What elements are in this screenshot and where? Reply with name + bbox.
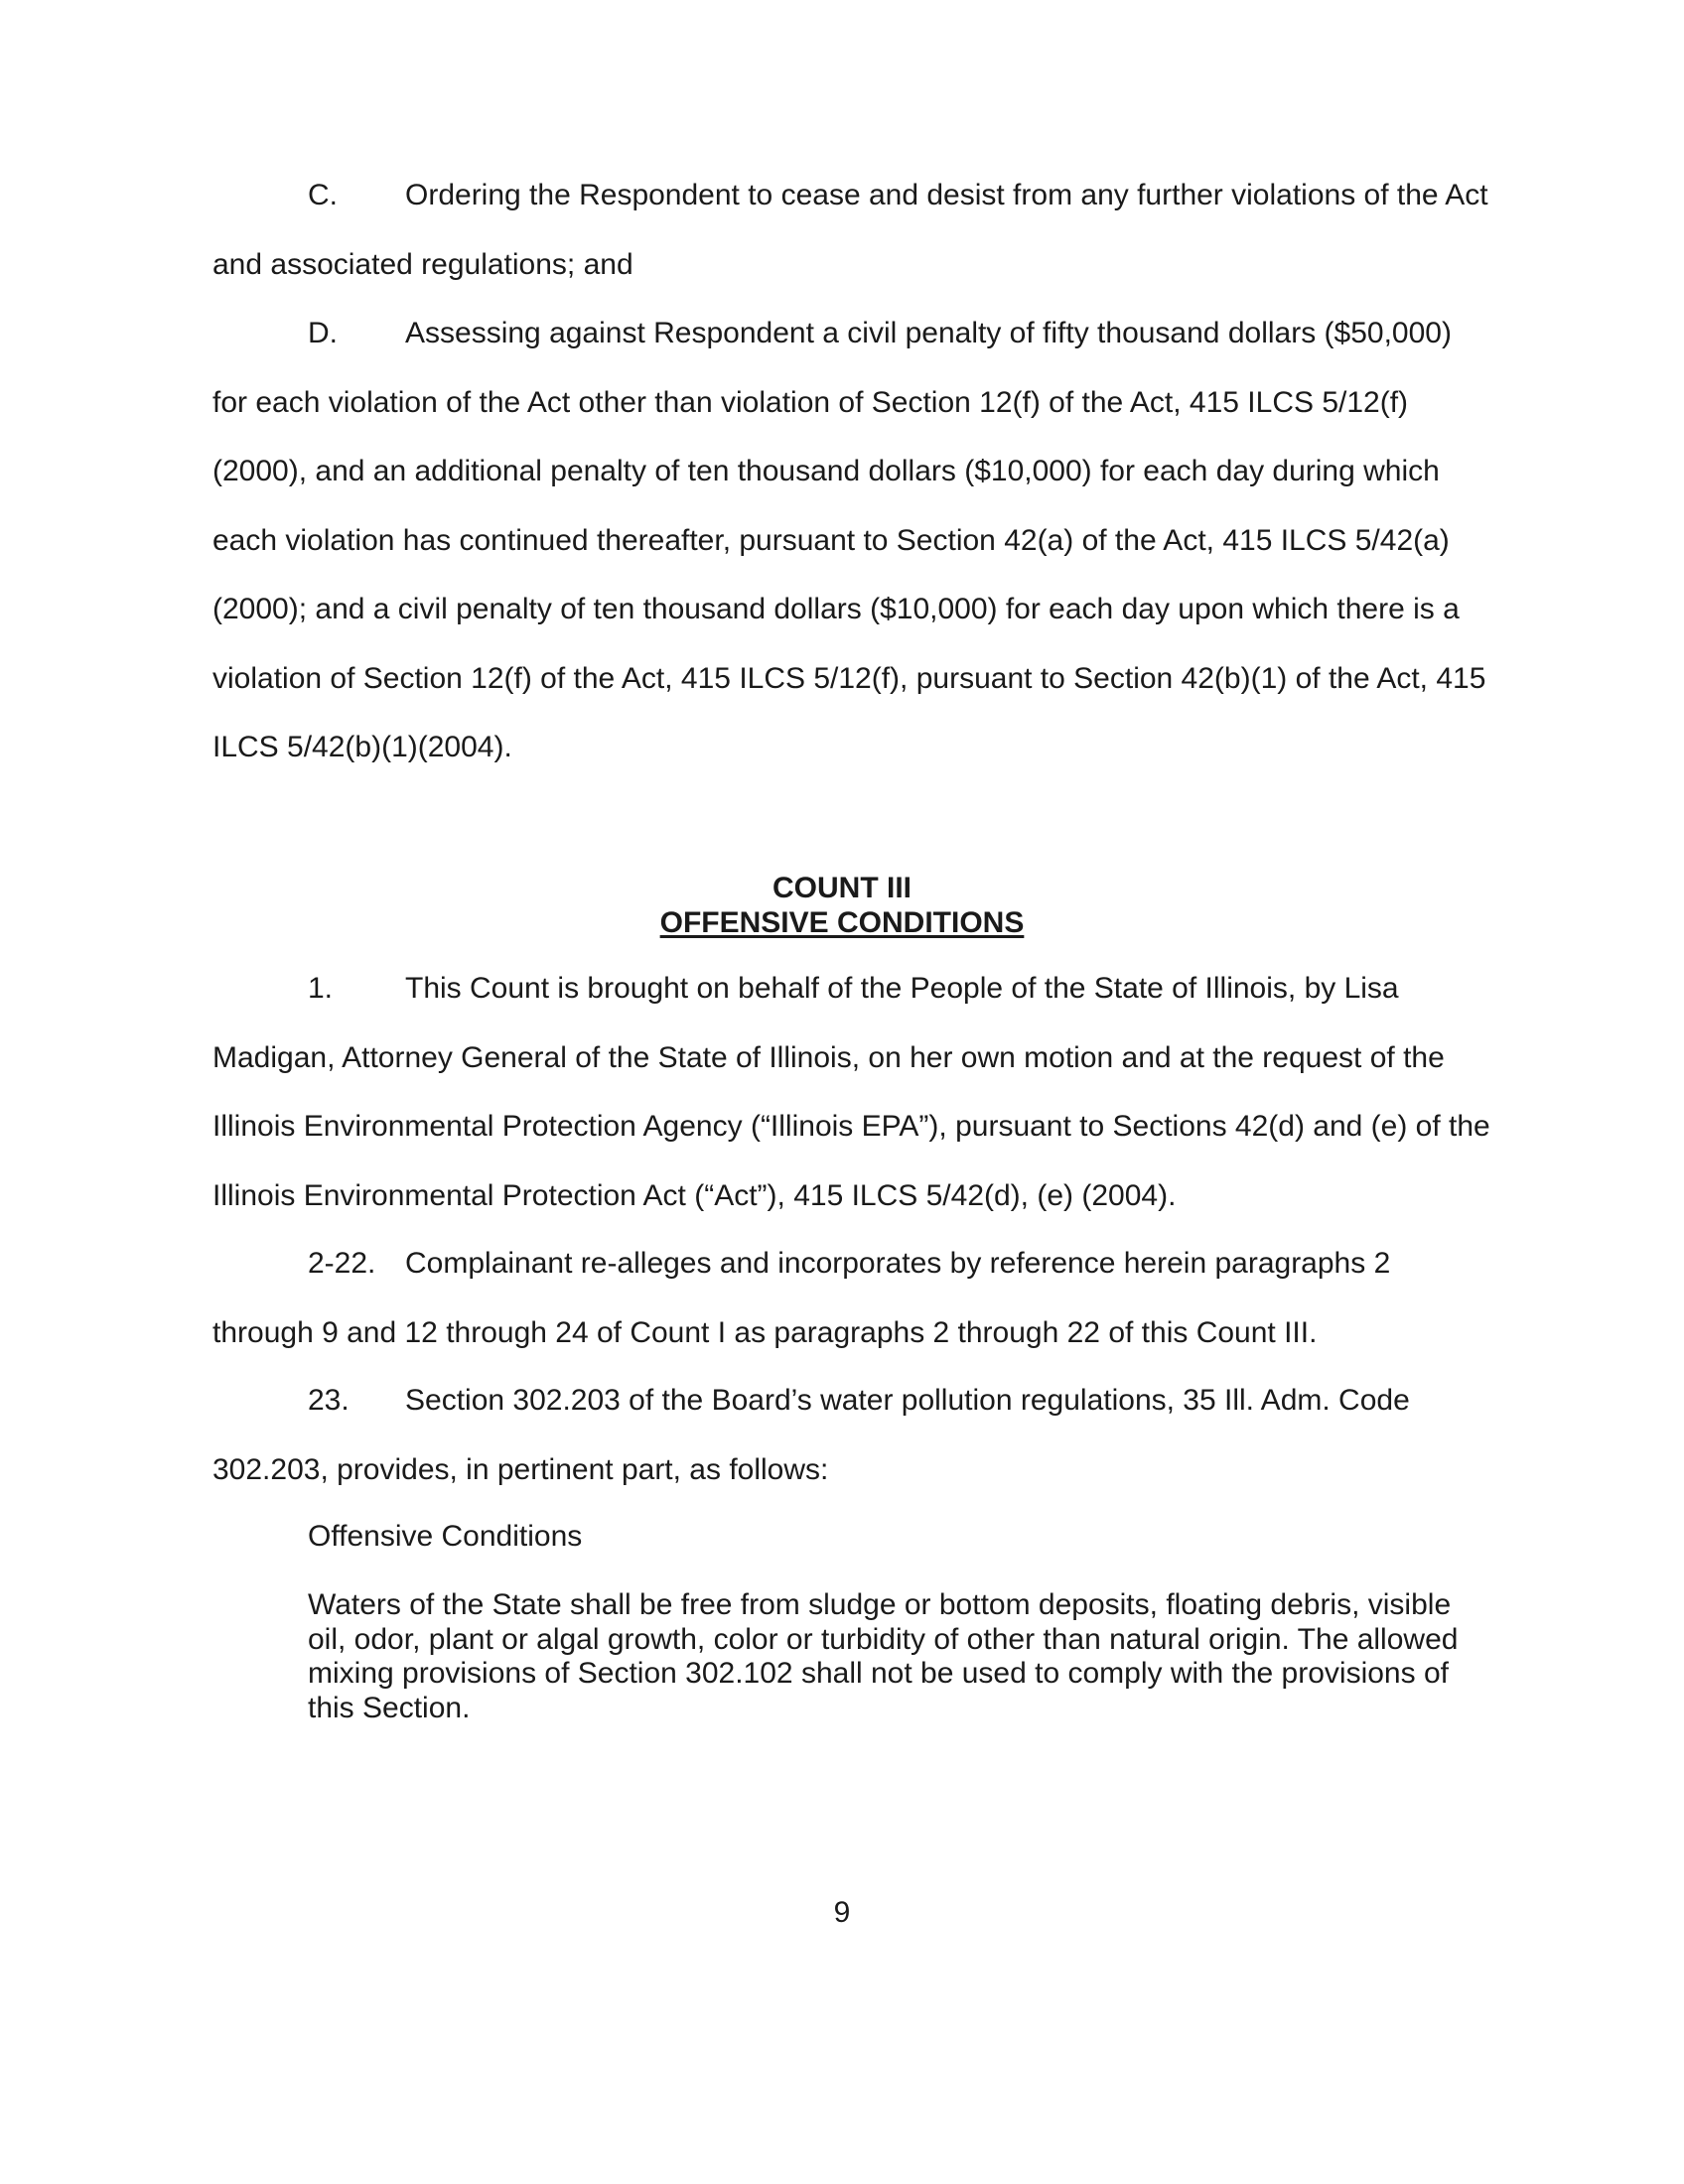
paragraph-23 — [212, 1366, 1493, 1504]
paragraph-d-text: Assessing against Respondent a civil penalty of fifty thousand dollars ($50,000) for each violation of the Act other than violation of Section 12(f) of the Act, 415 ILCS 5/12(f) (2000), and an additional penalty of ten thousand dollars ($10,000) for each day during which each violation has continued thereafter, pursuant to Section 42(a) of the Act, 415 ILCS 5/42(a)(2000); and a civil penalty of ten thousand dollars ($10,000) for each day upon which there is a violation of Section 12(f) of the Act, 415 ILCS 5/12(f), pursuant to Section 42(b)(1) of the Act, 415 ILCS 5/42(b)(1)(2004). — [212, 317, 1486, 763]
paragraph-2-22 — [212, 1229, 1493, 1367]
paragraph-1-text: This Count is brought on behalf of the People of the State of Illinois, by Lisa Madigan, Attorney General of the State of Illinois, on her own motion and at the request of the Illinois Environmental Protection Agency (“Illinois EPA”), pursuant to Sections 42(d) and (e) of the Illinois Environmental Protection Act (“Act”), 415 ILCS 5/42(d), (e) (2004). — [212, 972, 1490, 1212]
paragraph-1-label: 1. — [308, 972, 334, 1005]
paragraph-d — [212, 299, 1493, 782]
paragraph-23-label: 23. — [308, 1384, 350, 1417]
quoted-section-title: Offensive Conditions — [308, 1520, 583, 1553]
page-number: 9 — [833, 1896, 851, 1929]
paragraph-c-label: C. — [308, 179, 338, 211]
paragraph-d-label: D. — [308, 317, 338, 349]
count-heading-title: COUNT III — [772, 872, 912, 904]
paragraph-1 — [212, 954, 1493, 1230]
paragraph-2-22-text: Complainant re-alleges and incorporates by reference herein paragraphs 2 through 9 and 12 through 24 of Count I as paragraphs 2 through 22 of this Count III. — [212, 1247, 1391, 1349]
paragraph-c-text: Ordering the Respondent to cease and desist from any further violations of the Act and associated regulations; and — [212, 179, 1488, 281]
paragraph-c — [212, 161, 1493, 299]
paragraph-23-text: Section 302.203 of the Board’s water pollution regulations, 35 Ill. Adm. Code 302.203, provides, in pertinent part, as follows: — [212, 1384, 1410, 1486]
paragraph-2-22-label: 2-22. — [308, 1247, 376, 1280]
quoted-section-body: Waters of the State shall be free from sludge or bottom deposits, floating debris, visible oil, odor, plant or algal growth, color or turbidity of other than natural origin. The allowed mixing provisions of Section 302.102 shall not be used to comply with the provisions of this Section. — [308, 1588, 1459, 1724]
count-heading-subtitle: OFFENSIVE CONDITIONS — [659, 906, 1025, 939]
count-heading — [0, 871, 1684, 940]
